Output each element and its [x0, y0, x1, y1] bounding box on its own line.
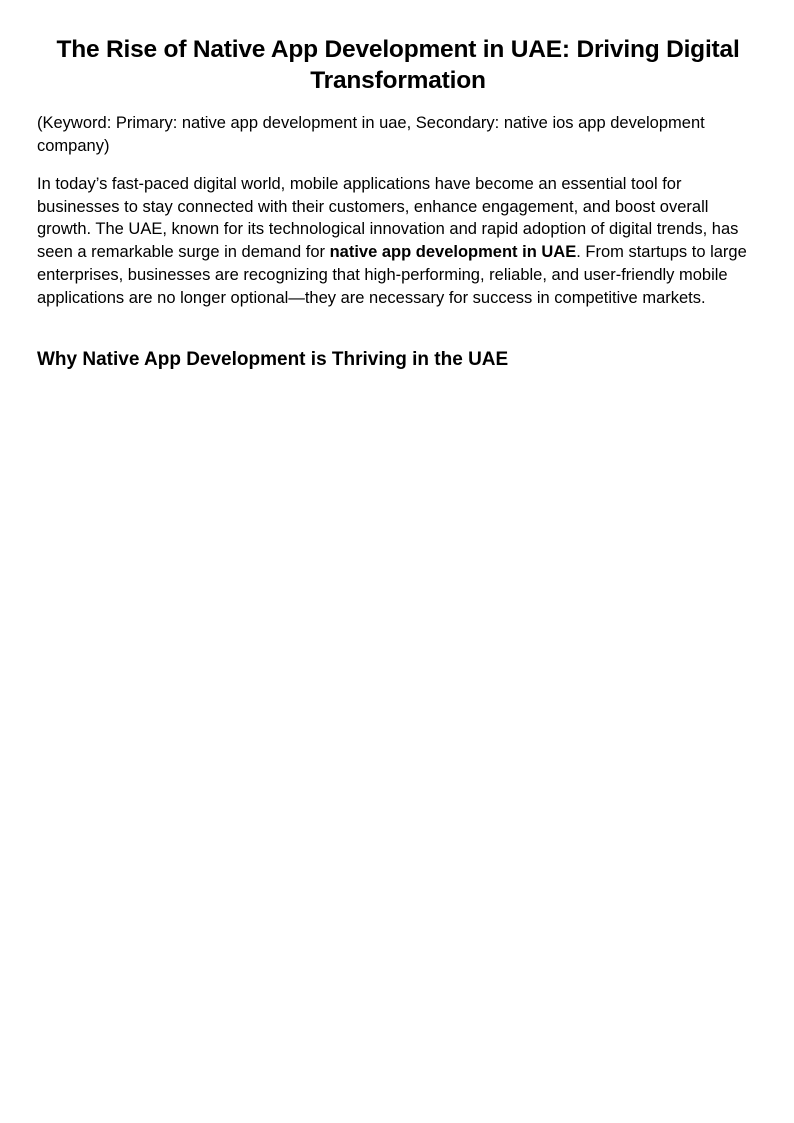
intro-text-before: In today’s fast-paced digital world, mobile applications have become an essential tool for businesses to stay connected with their customers, enhance engagement, and boost overall growth. The UAE, known for its technological innovation and rapid adoption of digital trends, has seen a remarkable surge in demand for	[37, 175, 739, 262]
page-title: The Rise of Native App Development in UAE: Driving Digital Transformation	[56, 36, 740, 94]
section-heading: Why Native App Development is Thriving in the UAE	[37, 349, 509, 371]
document-page	[37, 34, 759, 372]
intro-paragraph	[37, 173, 759, 309]
intro-text-after: . From startups to large enterprises, businesses are recognizing that high-performing, reliable, and user-friendly mobile applications are no longer optional—they are necessary for success in competitive markets.	[37, 243, 747, 307]
intro-bold-keyword: native app development in UAE	[329, 243, 577, 262]
keyword-note: (Keyword: Primary: native app development in uae, Secondary: native ios app development company)	[37, 114, 705, 155]
